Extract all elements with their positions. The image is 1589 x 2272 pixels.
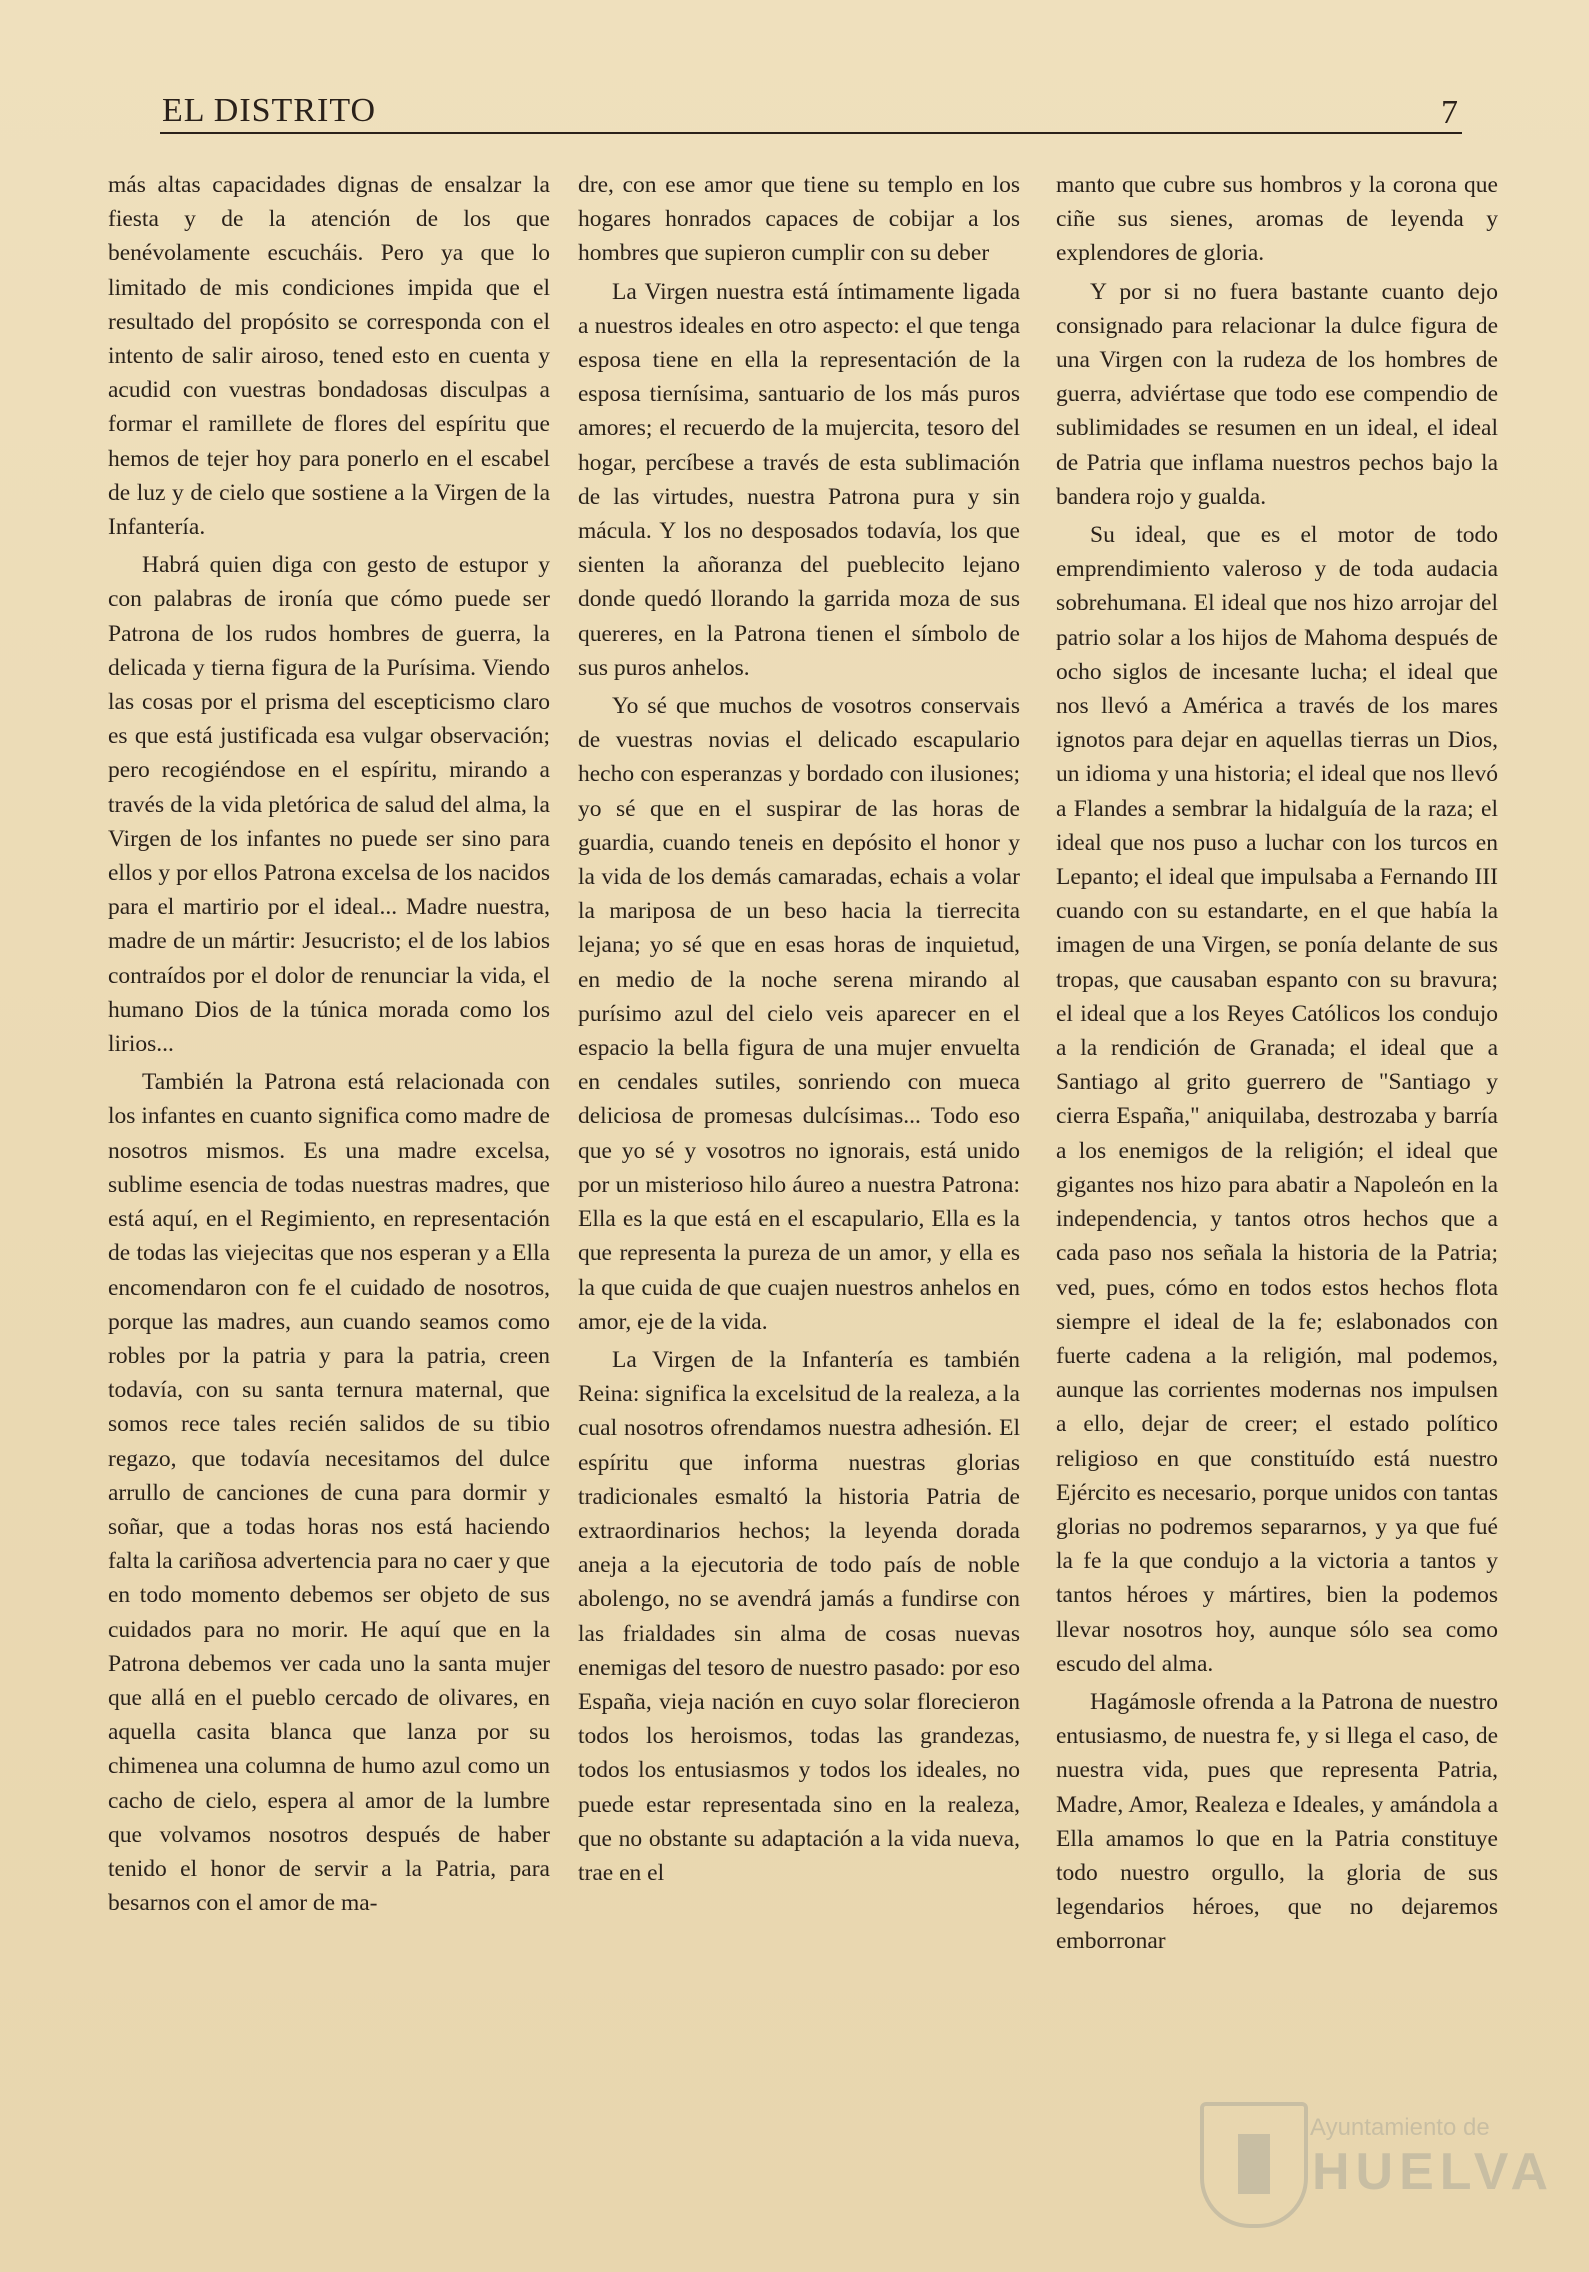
publication-title: EL DISTRITO — [162, 92, 377, 129]
archive-watermark — [1200, 2096, 1555, 2226]
column-1 — [108, 168, 550, 1924]
column-2 — [578, 168, 1020, 1894]
paragraph: Y por si no fuera bastante cuanto dejo consignado para relacionar la dulce figura de una Virgen con la rudeza de los hombres de guerra, adviértase que todo ese compendio de sublimidades se resumen en un ideal, el ideal de Patria que inflama nuestros pechos bajo la bandera rojo y gualda. — [1056, 278, 1498, 510]
paragraph: La Virgen de la Infantería es también Reina: significa la excelsitud de la realeza, a la cual nosotros ofrendamos nuestra adhesión. El espíritu que informa nuestras glorias tradicionales esmaltó la historia Patria de extraordinarios hechos; la leyenda dorada aneja a la ejecutoria de todo país de noble abolengo, no se avendrá jamás a fundirse con las frialdades sin alma de cosas nuevas enemigas del tesoro de nuestro pasado: por eso España, vieja nación en cuyo solar florecieron todos los heroismos, todas las grandezas, todos los entusiasmos y todos los ideales, no puede estar representada sino en la realeza, que no obstante su adaptación a la vida nueva, trae en el — [578, 1346, 1020, 1886]
paragraph: Habrá quien diga con gesto de estupor y con palabras de ironía que cómo puede ser Patrona de los rudos hombres de guerra, la delicada y tierna figura de la Purísima. Viendo las cosas por el prisma del escepticismo claro es que está justificada esa vulgar observación; pero recogiéndose en el espíritu, mirando a través de la vida pletórica de salud del alma, la Virgen de los infantes no puede ser sino para ellos y por ellos Patrona excelsa de los nacidos para el martirio por el ideal... Madre nuestra, madre de un mártir: Jesucristo; el de los labios contraídos por el dolor de renunciar la vida, el humano Dios de la túnica morada como los lirios... — [108, 552, 550, 1058]
paragraph: manto que cubre sus hombros y la corona que ciñe sus sienes, aromas de leyenda y explendores de gloria. — [1056, 172, 1498, 267]
article-columns — [108, 168, 1498, 2168]
watermark-line-1: Ayuntamiento de — [1310, 2114, 1490, 2141]
watermark-line-2: HUELVA — [1312, 2143, 1555, 2201]
column-3 — [1056, 168, 1498, 1963]
paragraph: También la Patrona está relacionada con los infantes en cuanto significa como madre de nosotros mismos. Es una madre excelsa, sublime esencia de todas nuestras madres, que está aquí, en el Regimiento, en representación de todas las viejecitas que nos esperan y a Ella encomendaron con fe el cuidado de nosotros, porque las madres, aun cuando seamos como robles por la patria y para la patria, creen todavía, con su santa ternura maternal, que somos rece tales recién salidos de su tibio regazo, que todavía necesitamos del dulce arrullo de canciones de cuna para dormir y soñar, que a todas horas nos está haciendo falta la cariñosa advertencia para no caer y que en todo momento debemos ser objeto de sus cuidados para no morir. He aquí que en la Patrona debemos ver cada uno la santa mujer que allá en el pueblo cercado de olivares, en aquella casita blanca que lanza por su chimenea una columna de humo azul como un cacho de cielo, espera al amor de la lumbre que volvamos nosotros después de haber tenido el honor de servir a la Patria, para besarnos con el amor de ma- — [108, 1069, 550, 1917]
tower-icon — [1238, 2134, 1270, 2194]
paragraph: más altas capacidades dignas de ensalzar la fiesta y de la atención de los que benévolamente escucháis. Pero ya que lo limitado de mis condiciones impida que el resultado del propósito se corresponda con el intento de salir airoso, tened esto en cuenta y acudid con vuestras bondadosas disculpas a formar el ramillete de flores del espíritu que hemos de tejer hoy para ponerlo en el escabel de luz y de cielo que sostiene a la Virgen de la Infantería. — [108, 172, 550, 541]
coat-of-arms-icon — [1200, 2102, 1308, 2228]
paragraph: Su ideal, que es el motor de todo emprendimiento valeroso y de toda audacia sobrehumana. El ideal que nos hizo arrojar del patrio solar a los hijos de Mahoma después de ocho siglos de incesante lucha; el ideal que nos llevó a América a través de los mares ignotos para dejar en aquellas tierras un Dios, un idioma y una historia; el ideal que nos llevó a Flandes a sembrar la hidalguía de la raza; el ideal que nos puso a luchar con los turcos en Lepanto; el ideal que impulsaba a Fernando III cuando con su estandarte, en el que había la imagen de una Virgen, se ponía delante de sus tropas, que causaban espanto con su bravura; el ideal que a los Reyes Católicos los condujo a la rendición de Granada; el ideal que a Santiago al grito guerrero de "Santiago y cierra España," aniquilaba, destrozaba y barría a los enemigos de la religión; el ideal que gigantes nos hizo para abatir a Napoleón en la independencia, y tantos otros hechos que a cada paso nos señala la historia de la Patria; ved, pues, cómo en todos estos hechos flota siempre el ideal de la fe; eslabonados con fuerte cadena a la religión, mal podemos, aunque las corrientes modernas nos impulsen a ello, dejar de creer; el estado político religioso en que constituído está nuestro Ejército es necesario, porque unidos con tantas glorias no podremos separarnos, y ya que fué la fe la que condujo a la victoria a tantos y tantos héroes y mártires, bien la podemos llevar nosotros hoy, aunque sólo sea como escudo del alma. — [1056, 522, 1498, 1677]
paragraph: La Virgen nuestra está íntimamente ligada a nuestros ideales en otro aspecto: el que tenga esposa tiene en ella la representación de la esposa tiernísima, santuario de los más puros amores; el recuerdo de la mujercita, tesoro del hogar, percíbese a través de esta sublimación de las virtudes, nuestra Patrona pura y sin mácula. Y los no desposados todavía, los que sienten la añoranza del pueblecito lejano donde quedó llorando la garrida moza de sus quereres, en la Patrona tienen el símbolo de sus puros anhelos. — [578, 278, 1020, 681]
page-number: 7 — [1441, 94, 1458, 131]
paragraph: Yo sé que muchos de vosotros conservais de vuestras novias el delicado escapulario hecho con esperanzas y bordado con ilusiones; yo sé que en el suspirar de las horas de guardia, cuando teneis en depósito el honor y la vida de los demás camaradas, echais a volar la mariposa de un beso hacia la tierrecita lejana; yo sé que en esas horas de inquietud, en medio de la noche serena mirando al purísimo azul del cielo veis aparecer en el espacio la bella figura de una mujer envuelta en cendales sutiles, sonriendo con mueca deliciosa de promesas dulcísimas... Todo eso que yo sé y vosotros no ignorais, está unido por un misterioso hilo áureo a nuestra Patrona: Ella es la que está en el escapulario, Ella es la que representa la pureza de un amor, y ella es la que cuida de que cuajen nuestros anhelos en amor, eje de la vida. — [578, 693, 1020, 1335]
paragraph: dre, con ese amor que tiene su templo en los hogares honrados capaces de cobijar a los hombres que supieron cumplir con su deber — [578, 172, 1020, 267]
paragraph: Hagámosle ofrenda a la Patrona de nuestro entusiasmo, de nuestra fe, y si llega el caso, de nuestra vida, pues que representa Patria, Madre, Amor, Realeza e Ideales, y amándola a Ella amamos lo que en la Patria constituye todo nuestro orgullo, la gloria de sus legendarios héroes, que no dejaremos emborronar — [1056, 1688, 1498, 1955]
header-rule — [160, 132, 1462, 134]
